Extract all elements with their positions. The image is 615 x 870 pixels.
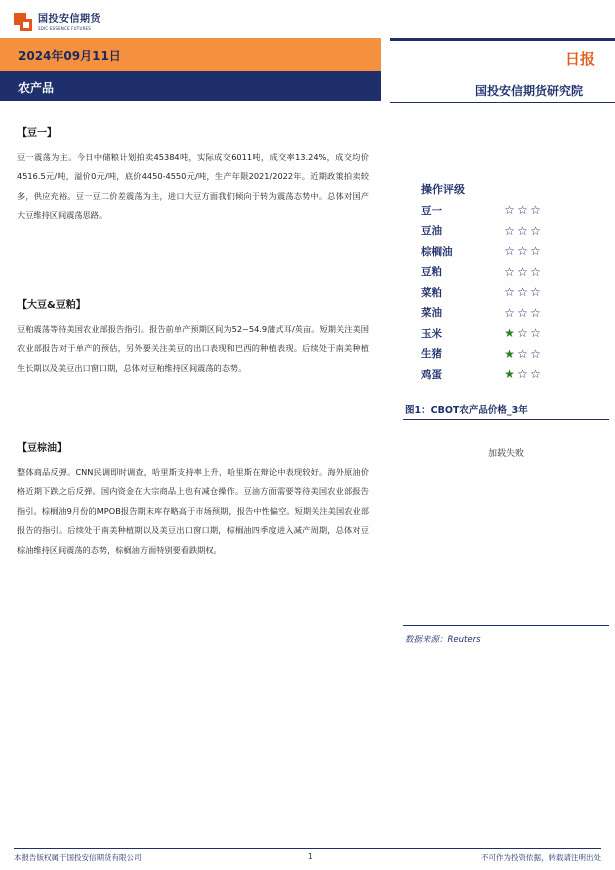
star-outline-icon: ☆: [517, 346, 528, 361]
star-outline-icon: ☆: [517, 285, 528, 300]
rating-list: [421, 200, 542, 385]
star-outline-icon: ☆: [504, 285, 515, 300]
section-body: 豆粕震荡等待美国农业部报告指引。报告前单产预期区间为52~54.9蒲式耳/英亩。短期关注美国农业部报告对于单产的预估，另外要关注美豆的出口表现和巴西的种植表现。后续处于南美种植生长期以及美豆出口窗口期，总体对豆粕维持区间震荡的态势。: [17, 324, 369, 373]
header-rule: [390, 38, 615, 41]
rating-stars: [503, 286, 542, 298]
star-filled-icon: ★: [504, 326, 515, 341]
star-outline-icon: ☆: [530, 326, 541, 341]
star-outline-icon: ☆: [530, 305, 541, 320]
footer-rule: [14, 848, 601, 849]
star-outline-icon: ☆: [517, 203, 528, 218]
rating-stars: [503, 266, 542, 278]
star-outline-icon: ☆: [504, 203, 515, 218]
section-soybean-one: [17, 128, 369, 300]
rating-product-name: 豆一: [421, 204, 442, 217]
figure-title: 图1：CBOT农产品价格_3年: [405, 405, 528, 416]
section-oils: [17, 443, 369, 560]
star-outline-icon: ☆: [530, 264, 541, 279]
rating-row: [421, 303, 542, 324]
rating-stars: [503, 348, 542, 360]
star-outline-icon: ☆: [517, 305, 528, 320]
rating-product-name: 棕榈油: [421, 245, 453, 258]
rating-stars: [503, 307, 542, 319]
section-heading: 【豆一】: [17, 128, 57, 139]
rating-row: [421, 282, 542, 303]
star-filled-icon: ★: [504, 346, 515, 361]
figure-area: [403, 420, 609, 625]
section-heading: 【大豆&豆粕】: [17, 300, 86, 311]
institute-name: 国投安信期货研究院: [474, 84, 583, 98]
rating-stars: [503, 225, 542, 237]
star-outline-icon: ☆: [530, 285, 541, 300]
rating-row: [421, 200, 542, 221]
star-outline-icon: ☆: [530, 244, 541, 259]
rating-stars: [503, 204, 542, 216]
star-outline-icon: ☆: [517, 264, 528, 279]
rating-product-name: 玉米: [421, 327, 442, 340]
report-category: 农产品: [18, 81, 55, 95]
star-filled-icon: ★: [504, 367, 515, 382]
star-outline-icon: ☆: [530, 367, 541, 382]
star-outline-icon: ☆: [504, 264, 515, 279]
rating-title: 操作评级: [421, 183, 465, 196]
rating-product-name: 鸡蛋: [421, 368, 442, 381]
rating-row: [421, 221, 542, 242]
rating-row: [421, 344, 542, 365]
rating-stars: [503, 245, 542, 257]
category-bar: [0, 71, 381, 101]
section-body: 整体商品反弹。CNN民调即时调查，哈里斯支持率上升，哈里斯在辩论中表现较好。海外原油价格近期下跌之后反弹。国内资金在大宗商品上也有减仓操作。豆油方面需要等待美国农业部报告指引。棕榈油9月份的MPOB报告期末库存略高于市场预期，报告中性偏空。短期关注美国农业部报告的指引。后续处于南美种植期以及美豆出口窗口期，棕榈油四季度进入减产周期，总体对豆棕油维持区间震荡的态势，棕榈油方面特别要看跌期权。: [17, 467, 369, 555]
rating-product-name: 生猪: [421, 348, 442, 361]
rating-row: [421, 364, 542, 385]
report-type: 日报: [564, 50, 595, 68]
rating-product-name: 菜油: [421, 307, 442, 320]
star-outline-icon: ☆: [504, 223, 515, 238]
company-logo: [14, 12, 101, 34]
commentary-column: [17, 128, 369, 560]
star-outline-icon: ☆: [517, 223, 528, 238]
rating-product-name: 菜粕: [421, 286, 442, 299]
star-outline-icon: ☆: [504, 244, 515, 259]
rating-stars: [503, 327, 542, 339]
rating-stars: [503, 368, 542, 380]
star-outline-icon: ☆: [504, 305, 515, 320]
figure-bottom-rule: [403, 625, 609, 626]
section-soybean-meal: [17, 300, 369, 443]
section-body: 豆一震荡为主。今日中储粮计划拍卖45384吨，实际成交6011吨，成交率13.24%，成交均价4516.5元/吨，溢价0元/吨，底价4450-4550元/吨，生产年限2021/2022年。近期政策拍卖较多，供应充裕。豆一豆二价差震荡为主，进口大豆方面我们倾向于转为震荡态势中。总体对国产大豆维持区间震荡思路。: [17, 152, 369, 221]
figure-load-status: 加载失败: [487, 449, 524, 459]
rating-row: [421, 241, 542, 262]
rating-product-name: 豆油: [421, 225, 442, 238]
star-outline-icon: ☆: [517, 367, 528, 382]
logo-name-cn: 国投安信期货: [38, 14, 101, 25]
footer-disclaimer: 不可作为投资依据，转载请注明出处: [481, 853, 601, 862]
figure-source: 数据来源：Reuters: [405, 635, 481, 645]
star-outline-icon: ☆: [530, 203, 541, 218]
rating-row: [421, 323, 542, 344]
star-outline-icon: ☆: [530, 223, 541, 238]
star-outline-icon: ☆: [530, 346, 541, 361]
page-number: 1: [308, 852, 313, 861]
footer-copyright: 本报告版权属于国投安信期货有限公司: [14, 853, 142, 862]
report-date: 2024年09月11日: [18, 49, 121, 63]
logo-name-en: SDIC ESSENCE FUTURES: [38, 26, 92, 31]
institute-rule: [390, 102, 615, 103]
star-outline-icon: ☆: [517, 244, 528, 259]
rating-product-name: 豆粕: [421, 266, 442, 279]
star-outline-icon: ☆: [517, 326, 528, 341]
rating-row: [421, 262, 542, 283]
section-heading: 【豆棕油】: [17, 443, 67, 454]
logo-mark-icon: [14, 13, 34, 33]
